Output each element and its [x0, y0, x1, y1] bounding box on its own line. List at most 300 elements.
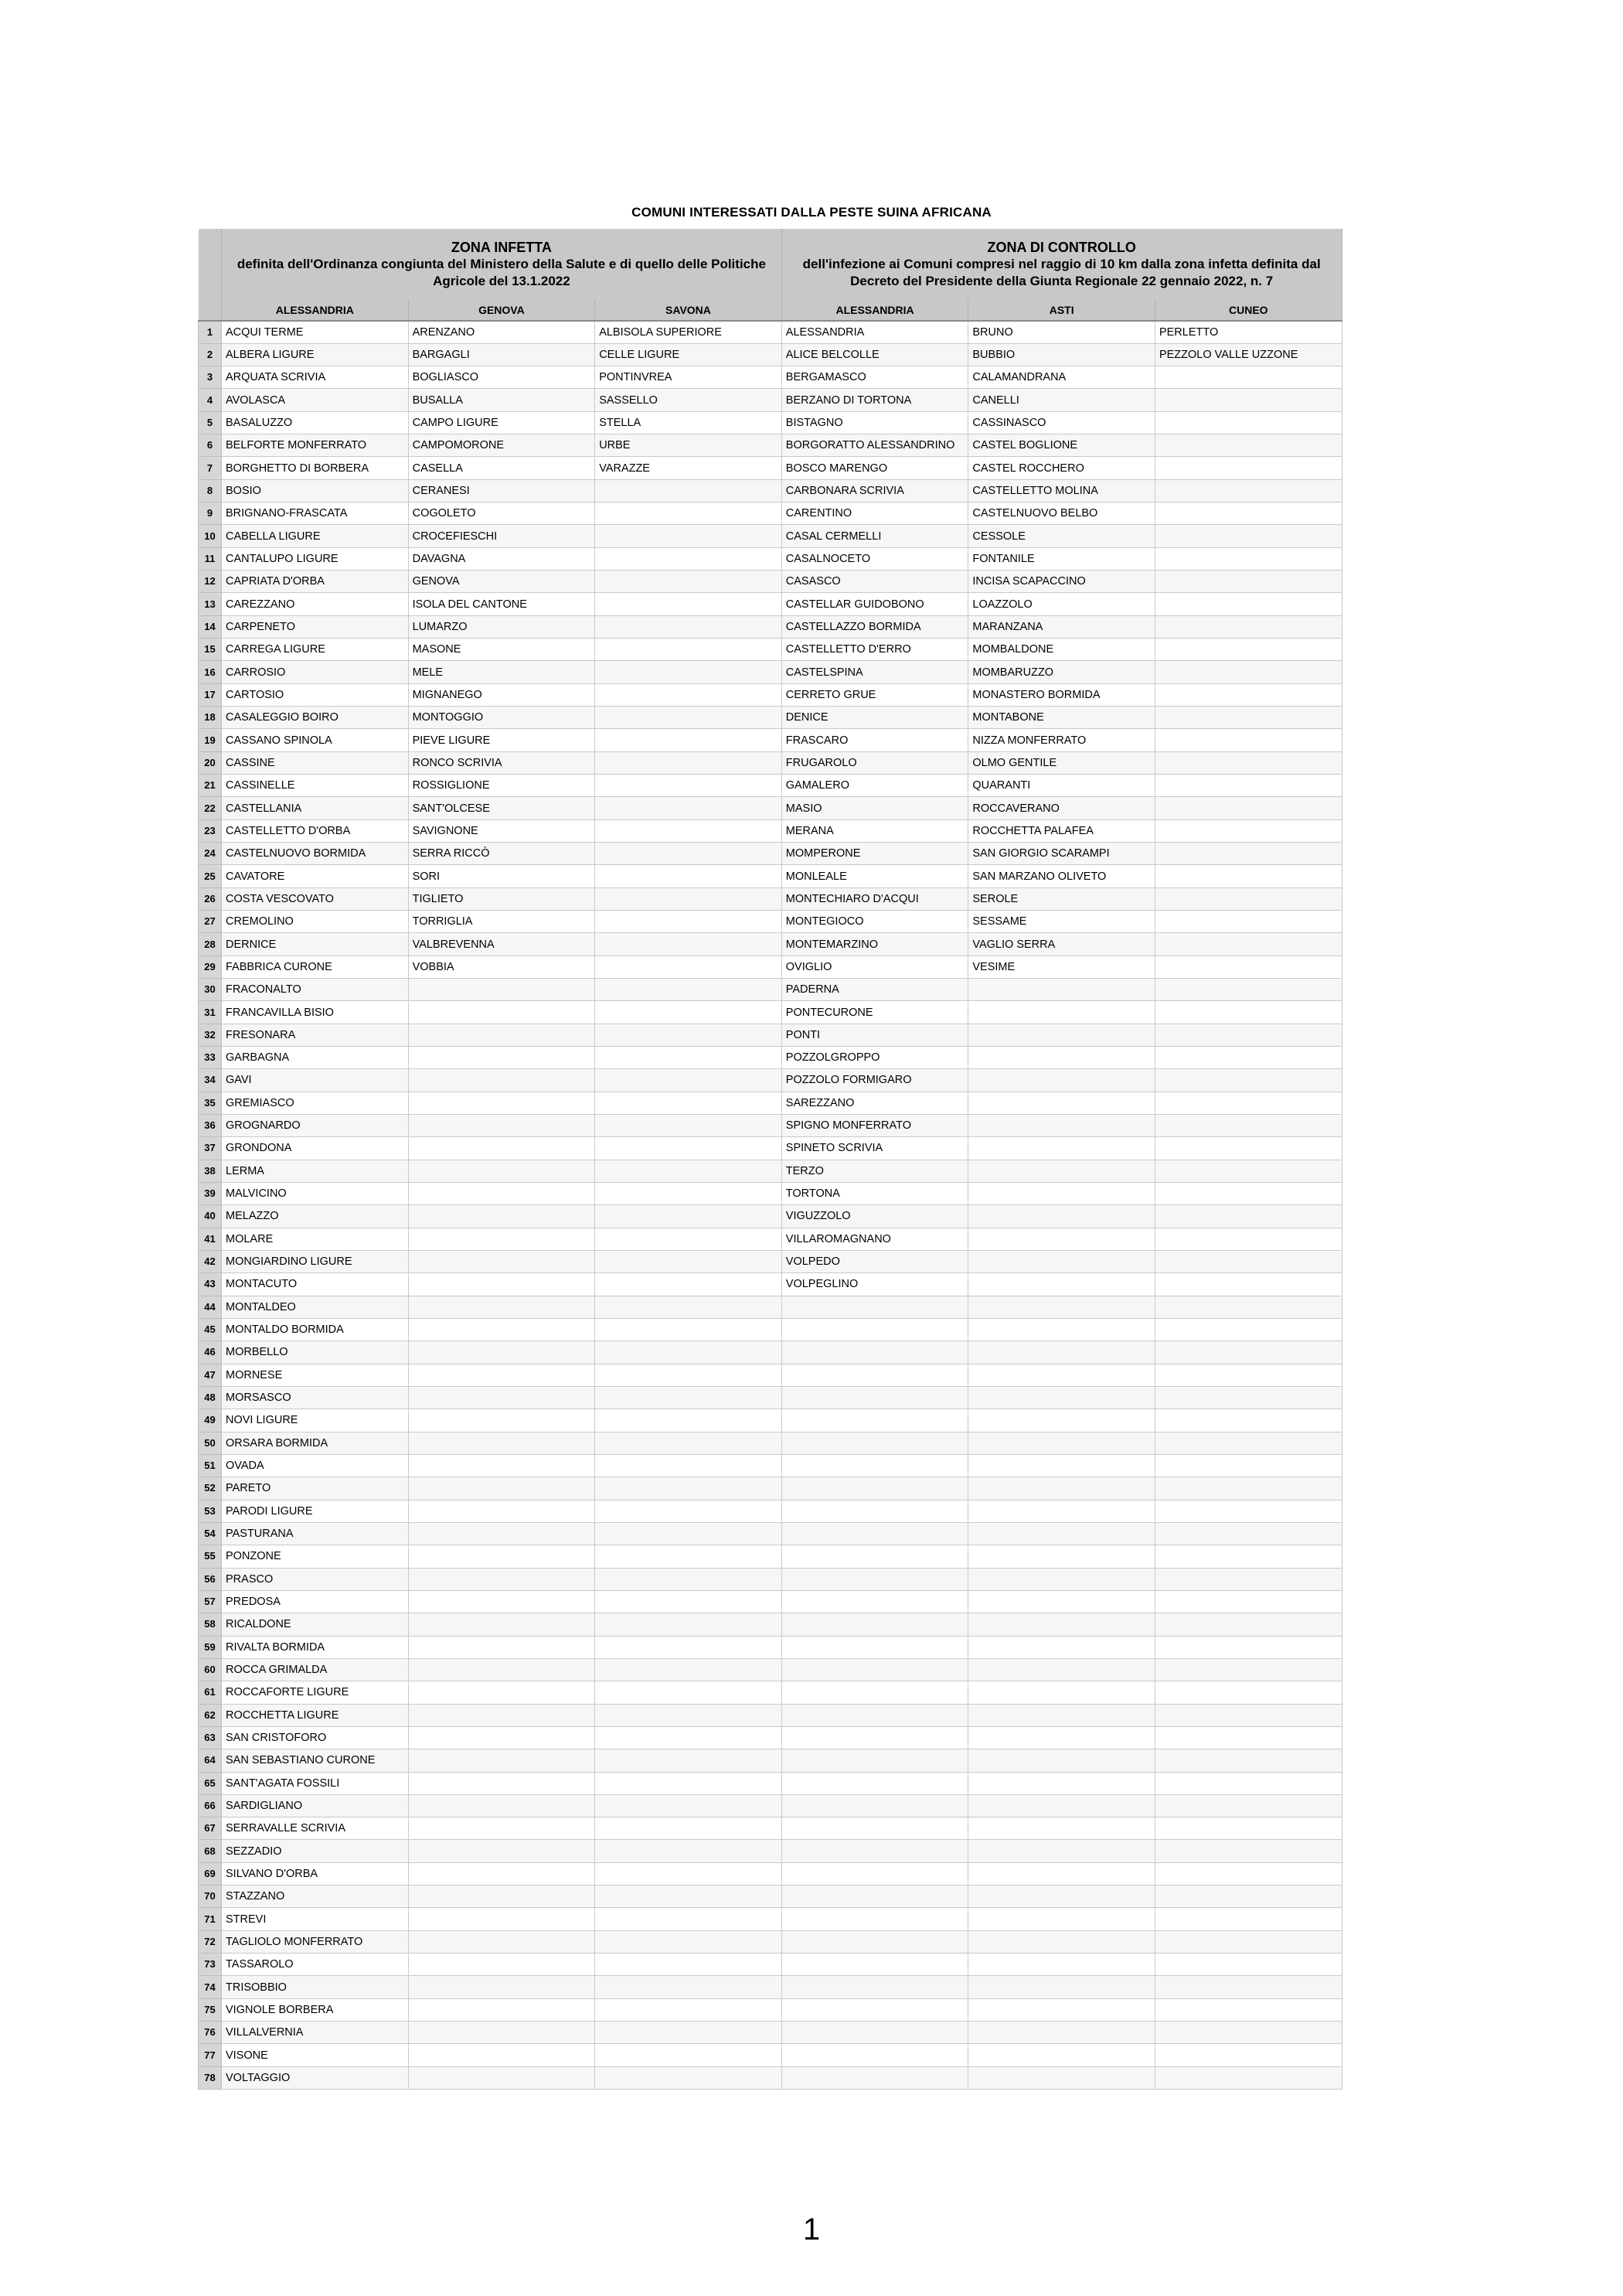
comune-cell: DENICE: [781, 707, 968, 729]
comune-cell: [595, 887, 782, 910]
comune-cell: [1155, 707, 1342, 729]
comune-cell: SPINETO SCRIVIA: [781, 1137, 968, 1160]
row-number: 32: [199, 1024, 222, 1046]
comune-cell: [1155, 843, 1342, 865]
comune-cell: BELFORTE MONFERRATO: [222, 434, 409, 457]
comune-cell: [595, 1386, 782, 1409]
row-number: 51: [199, 1454, 222, 1477]
comune-cell: [968, 1726, 1155, 1749]
table-row: [199, 1409, 1342, 1432]
comune-cell: FRUGAROLO: [781, 751, 968, 774]
comune-cell: [408, 979, 595, 1001]
row-number: 74: [199, 1976, 222, 1998]
comune-cell: [781, 1726, 968, 1749]
comune-cell: [595, 1364, 782, 1386]
comune-cell: MORSASCO: [222, 1386, 409, 1409]
comune-cell: [781, 1658, 968, 1681]
comune-cell: VOBBIA: [408, 956, 595, 978]
row-number: 1: [199, 321, 222, 343]
table-row: [199, 1024, 1342, 1046]
comune-cell: CASTELLAZZO BORMIDA: [781, 615, 968, 638]
comune-cell: [968, 1205, 1155, 1228]
comune-cell: CASTELNUOVO BELBO: [968, 502, 1155, 525]
row-number: 72: [199, 1930, 222, 1953]
row-number: 7: [199, 457, 222, 479]
comune-cell: TORTONA: [781, 1182, 968, 1204]
comune-cell: [1155, 1024, 1342, 1046]
table-row: [199, 661, 1342, 683]
comune-cell: [1155, 1454, 1342, 1477]
comune-cell: POZZOLGROPPO: [781, 1047, 968, 1069]
comune-cell: [781, 1998, 968, 2021]
comune-cell: [595, 933, 782, 956]
comune-cell: [595, 1998, 782, 2021]
comune-cell: [408, 1568, 595, 1590]
comune-cell: [408, 1228, 595, 1250]
comune-cell: ROCCA GRIMALDA: [222, 1658, 409, 1681]
comune-cell: [1155, 1114, 1342, 1136]
comune-cell: [1155, 729, 1342, 751]
row-number: 21: [199, 775, 222, 797]
comune-cell: [781, 1636, 968, 1658]
comune-cell: SAN GIORGIO SCARAMPI: [968, 843, 1155, 865]
comune-cell: [408, 1250, 595, 1272]
comune-cell: [1155, 2044, 1342, 2066]
comune-cell: [1155, 1613, 1342, 1636]
comune-cell: [595, 865, 782, 887]
comune-cell: [968, 1454, 1155, 1477]
comune-cell: [968, 2066, 1155, 2089]
comune-cell: [408, 1341, 595, 1364]
comune-cell: TORRIGLIA: [408, 911, 595, 933]
comune-cell: [595, 751, 782, 774]
comune-cell: [1155, 1908, 1342, 1930]
table-row: [199, 1522, 1342, 1545]
row-number: 25: [199, 865, 222, 887]
comune-cell: CASTELLETTO D'ERRO: [781, 639, 968, 661]
row-number: 52: [199, 1477, 222, 1500]
table-row: [199, 1545, 1342, 1568]
comune-cell: MASONE: [408, 639, 595, 661]
comune-cell: [781, 1477, 968, 1500]
comune-cell: [595, 1545, 782, 1568]
table-row: [199, 1568, 1342, 1590]
table-row: [199, 1930, 1342, 1953]
comune-cell: SORI: [408, 865, 595, 887]
table-row: [199, 525, 1342, 547]
comune-cell: [408, 1862, 595, 1885]
row-number: 41: [199, 1228, 222, 1250]
comune-cell: CASSANO SPINOLA: [222, 729, 409, 751]
comune-cell: [595, 1954, 782, 1976]
table-row: [199, 1137, 1342, 1160]
comune-cell: [968, 1636, 1155, 1658]
comune-cell: [595, 1454, 782, 1477]
comune-cell: [595, 1908, 782, 1930]
comune-cell: [968, 1817, 1155, 1840]
comune-cell: SPIGNO MONFERRATO: [781, 1114, 968, 1136]
comune-cell: SAN MARZANO OLIVETO: [968, 865, 1155, 887]
comune-cell: [1155, 2066, 1342, 2089]
comune-cell: [1155, 571, 1342, 593]
comune-cell: [968, 1001, 1155, 1024]
comune-cell: [1155, 1681, 1342, 1704]
comune-cell: [1155, 797, 1342, 819]
comune-cell: [968, 2022, 1155, 2044]
comune-cell: CALAMANDRANA: [968, 366, 1155, 389]
comune-cell: [968, 1182, 1155, 1204]
table-row: [199, 1341, 1342, 1364]
comune-cell: [595, 1432, 782, 1454]
comune-cell: NIZZA MONFERRATO: [968, 729, 1155, 751]
province-header: ALESSANDRIA: [781, 300, 968, 321]
table-row: [199, 1047, 1342, 1069]
comune-cell: [595, 797, 782, 819]
row-number: 57: [199, 1590, 222, 1613]
comune-cell: MONTABONE: [968, 707, 1155, 729]
row-number: 24: [199, 843, 222, 865]
table-row: [199, 1092, 1342, 1114]
row-number: 66: [199, 1794, 222, 1817]
table-row: [199, 1477, 1342, 1500]
comune-cell: COSTA VESCOVATO: [222, 887, 409, 910]
comune-cell: [595, 1817, 782, 1840]
comune-cell: VOLTAGGIO: [222, 2066, 409, 2089]
table-row: [199, 1273, 1342, 1296]
comune-cell: GAVI: [222, 1069, 409, 1092]
comune-cell: [1155, 1726, 1342, 1749]
comune-cell: [595, 1930, 782, 1953]
comune-cell: [595, 979, 782, 1001]
comune-cell: [1155, 1794, 1342, 1817]
table-row: [199, 502, 1342, 525]
comune-cell: [1155, 615, 1342, 638]
table-row: [199, 1454, 1342, 1477]
row-number: 23: [199, 819, 222, 842]
table-row: [199, 751, 1342, 774]
comune-cell: [968, 1930, 1155, 1953]
comune-cell: [595, 1726, 782, 1749]
comune-cell: CASTELNUOVO BORMIDA: [222, 843, 409, 865]
comune-cell: PIEVE LIGURE: [408, 729, 595, 751]
comune-cell: [781, 1886, 968, 1908]
comune-cell: MOMPERONE: [781, 843, 968, 865]
table-row: [199, 1590, 1342, 1613]
comune-cell: [595, 1613, 782, 1636]
comune-cell: CASTELLETTO D'ORBA: [222, 819, 409, 842]
row-number: 17: [199, 683, 222, 706]
table-row: [199, 1250, 1342, 1272]
comune-cell: [408, 1024, 595, 1046]
row-number: 56: [199, 1568, 222, 1590]
comune-cell: [968, 1704, 1155, 1726]
comune-cell: [595, 911, 782, 933]
comune-cell: [781, 1704, 968, 1726]
comune-cell: PARETO: [222, 1477, 409, 1500]
table-row: [199, 1636, 1342, 1658]
row-number: 75: [199, 1998, 222, 2021]
comune-cell: [968, 1908, 1155, 1930]
comune-cell: CASTELLAR GUIDOBONO: [781, 593, 968, 615]
comune-cell: [968, 1364, 1155, 1386]
comune-cell: [408, 1296, 595, 1318]
comune-cell: [1155, 1296, 1342, 1318]
comune-cell: [1155, 1092, 1342, 1114]
comune-cell: GAMALERO: [781, 775, 968, 797]
table-row: [199, 1976, 1342, 1998]
comune-cell: [1155, 775, 1342, 797]
comune-cell: STAZZANO: [222, 1886, 409, 1908]
comune-cell: [1155, 1886, 1342, 1908]
comune-cell: BUBBIO: [968, 343, 1155, 366]
comune-cell: [1155, 911, 1342, 933]
comune-cell: BORGORATTO ALESSANDRINO: [781, 434, 968, 457]
table-row: [199, 593, 1342, 615]
table-row: [199, 1704, 1342, 1726]
row-number: 43: [199, 1273, 222, 1296]
comune-cell: [1155, 683, 1342, 706]
province-header: CUNEO: [1155, 300, 1342, 321]
zona-infetta-description: definita dell'Ordinanza congiunta del Ministero della Salute e di quello delle Politiche Agricole del 13.1.2022: [236, 257, 766, 288]
comune-cell: [1155, 956, 1342, 978]
comune-cell: [408, 1817, 595, 1840]
comune-cell: [595, 1976, 782, 1998]
comune-cell: MONTOGGIO: [408, 707, 595, 729]
table-row: [199, 639, 1342, 661]
comune-cell: [1155, 1522, 1342, 1545]
comune-cell: [595, 1205, 782, 1228]
province-header: GENOVA: [408, 300, 595, 321]
comune-cell: [408, 1749, 595, 1772]
table-row: [199, 819, 1342, 842]
table-row: [199, 411, 1342, 434]
comune-cell: [595, 1840, 782, 1862]
comune-cell: SARDIGLIANO: [222, 1794, 409, 1817]
comune-cell: BUSALLA: [408, 389, 595, 411]
comune-cell: GENOVA: [408, 571, 595, 593]
comune-cell: [968, 1432, 1155, 1454]
comune-cell: BOSIO: [222, 479, 409, 502]
comune-cell: PONTINVREA: [595, 366, 782, 389]
comune-cell: [1155, 1069, 1342, 1092]
comune-cell: TRISOBBIO: [222, 1976, 409, 1998]
comune-cell: [595, 1001, 782, 1024]
comune-cell: [595, 707, 782, 729]
comune-cell: CASSINASCO: [968, 411, 1155, 434]
row-number: 49: [199, 1409, 222, 1432]
comune-cell: [968, 1545, 1155, 1568]
comune-cell: [595, 571, 782, 593]
comune-cell: [595, 1092, 782, 1114]
comune-cell: MERANA: [781, 819, 968, 842]
comune-cell: [408, 1114, 595, 1136]
comune-cell: [595, 1704, 782, 1726]
row-number: 14: [199, 615, 222, 638]
comune-cell: [1155, 865, 1342, 887]
comune-cell: [781, 1976, 968, 1998]
comune-cell: MOMBALDONE: [968, 639, 1155, 661]
comune-cell: [1155, 457, 1342, 479]
comune-cell: [595, 1772, 782, 1794]
comune-cell: [408, 1409, 595, 1432]
table-row: [199, 1432, 1342, 1454]
comune-cell: CASTELLANIA: [222, 797, 409, 819]
comune-cell: [595, 843, 782, 865]
comune-cell: CAVATORE: [222, 865, 409, 887]
zona-controllo-header: [781, 229, 1342, 300]
comune-cell: PREDOSA: [222, 1590, 409, 1613]
comune-cell: CASSINELLE: [222, 775, 409, 797]
comune-cell: [595, 1862, 782, 1885]
comune-cell: [408, 2066, 595, 2089]
row-number: 42: [199, 1250, 222, 1272]
comune-cell: [1155, 1137, 1342, 1160]
comune-cell: VILLAROMAGNANO: [781, 1228, 968, 1250]
comune-cell: LUMARZO: [408, 615, 595, 638]
comune-cell: [595, 639, 782, 661]
comune-cell: [968, 1862, 1155, 1885]
comune-cell: ROCCAFORTE LIGURE: [222, 1681, 409, 1704]
comune-cell: CARBONARA SCRIVIA: [781, 479, 968, 502]
comune-cell: BARGAGLI: [408, 343, 595, 366]
comune-cell: PRASCO: [222, 1568, 409, 1590]
comune-cell: [1155, 661, 1342, 683]
comune-cell: [408, 2044, 595, 2066]
comune-cell: [781, 1545, 968, 1568]
comune-cell: [408, 1681, 595, 1704]
table-row: [199, 1613, 1342, 1636]
comune-cell: [781, 1908, 968, 1930]
comune-cell: CARREGA LIGURE: [222, 639, 409, 661]
comune-cell: [1155, 1658, 1342, 1681]
table-row: [199, 571, 1342, 593]
row-number: 50: [199, 1432, 222, 1454]
row-number: 77: [199, 2044, 222, 2066]
comune-cell: PEZZOLO VALLE UZZONE: [1155, 343, 1342, 366]
comune-cell: [781, 1364, 968, 1386]
comune-cell: [781, 1454, 968, 1477]
comune-cell: [408, 1976, 595, 1998]
table-row: [199, 1386, 1342, 1409]
province-header-corner: [199, 300, 222, 321]
comune-cell: [1155, 1636, 1342, 1658]
comune-cell: [408, 1840, 595, 1862]
comune-cell: [408, 1545, 595, 1568]
row-number: 63: [199, 1726, 222, 1749]
row-number: 61: [199, 1681, 222, 1704]
table-row: [199, 729, 1342, 751]
row-number: 27: [199, 911, 222, 933]
comune-cell: MIGNANEGO: [408, 683, 595, 706]
comune-cell: [1155, 1001, 1342, 1024]
comune-cell: [968, 1137, 1155, 1160]
comune-cell: CASSINE: [222, 751, 409, 774]
row-number: 54: [199, 1522, 222, 1545]
comune-cell: [968, 1976, 1155, 1998]
table-row: [199, 683, 1342, 706]
table-row: [199, 479, 1342, 502]
comune-cell: [781, 1341, 968, 1364]
table-row: [199, 1069, 1342, 1092]
comune-cell: [781, 1386, 968, 1409]
zona-infetta-title: ZONA INFETTA: [451, 240, 552, 255]
comune-cell: [781, 1794, 968, 1817]
comune-cell: VOLPEGLINO: [781, 1273, 968, 1296]
comune-cell: [595, 1522, 782, 1545]
table-row: [199, 1114, 1342, 1136]
table-row: [199, 321, 1342, 343]
comune-cell: LERMA: [222, 1160, 409, 1182]
comune-cell: [968, 1794, 1155, 1817]
comune-cell: CASTEL ROCCHERO: [968, 457, 1155, 479]
comune-cell: SAREZZANO: [781, 1092, 968, 1114]
comune-cell: [781, 1522, 968, 1545]
comune-cell: FRANCAVILLA BISIO: [222, 1001, 409, 1024]
comune-cell: [781, 1409, 968, 1432]
comune-cell: [968, 1386, 1155, 1409]
comune-cell: ALBISOLA SUPERIORE: [595, 321, 782, 343]
comune-cell: CASTELLETTO MOLINA: [968, 479, 1155, 502]
comune-cell: [1155, 1862, 1342, 1885]
row-number: 48: [199, 1386, 222, 1409]
table-row: [199, 707, 1342, 729]
comune-cell: [968, 1590, 1155, 1613]
comune-cell: BOSCO MARENGO: [781, 457, 968, 479]
comune-cell: [1155, 1976, 1342, 1998]
row-number: 15: [199, 639, 222, 661]
comune-cell: AVOLASCA: [222, 389, 409, 411]
comune-cell: RIVALTA BORMIDA: [222, 1636, 409, 1658]
row-number: 40: [199, 1205, 222, 1228]
table-row: [199, 1794, 1342, 1817]
comune-cell: [595, 547, 782, 570]
table-row: [199, 457, 1342, 479]
comune-cell: MORBELLO: [222, 1341, 409, 1364]
comune-cell: [1155, 479, 1342, 502]
comune-cell: [968, 1296, 1155, 1318]
row-number: 78: [199, 2066, 222, 2089]
comune-cell: [968, 1954, 1155, 1976]
row-number: 62: [199, 1704, 222, 1726]
comune-cell: [1155, 1772, 1342, 1794]
comune-cell: [1155, 547, 1342, 570]
comune-cell: [595, 1047, 782, 1069]
comune-cell: CASTELSPINA: [781, 661, 968, 683]
row-number: 65: [199, 1772, 222, 1794]
comune-cell: CANTALUPO LIGURE: [222, 547, 409, 570]
comune-cell: ACQUI TERME: [222, 321, 409, 343]
table-row: [199, 1998, 1342, 2021]
comune-cell: [1155, 819, 1342, 842]
row-number: 68: [199, 1840, 222, 1862]
page-number: 1: [802, 2213, 821, 2247]
comune-cell: [595, 1886, 782, 1908]
table-row: [199, 1862, 1342, 1885]
zona-infetta-header: [222, 229, 782, 300]
comune-cell: [781, 1500, 968, 1522]
comune-cell: FRESONARA: [222, 1024, 409, 1046]
row-number: 38: [199, 1160, 222, 1182]
comune-cell: [408, 1726, 595, 1749]
comune-cell: [1155, 1998, 1342, 2021]
province-header: ALESSANDRIA: [222, 300, 409, 321]
comune-cell: [595, 1409, 782, 1432]
comune-cell: VARAZZE: [595, 457, 782, 479]
comune-cell: [408, 1432, 595, 1454]
comune-cell: [781, 1613, 968, 1636]
comune-cell: [595, 1114, 782, 1136]
comune-cell: [968, 1273, 1155, 1296]
